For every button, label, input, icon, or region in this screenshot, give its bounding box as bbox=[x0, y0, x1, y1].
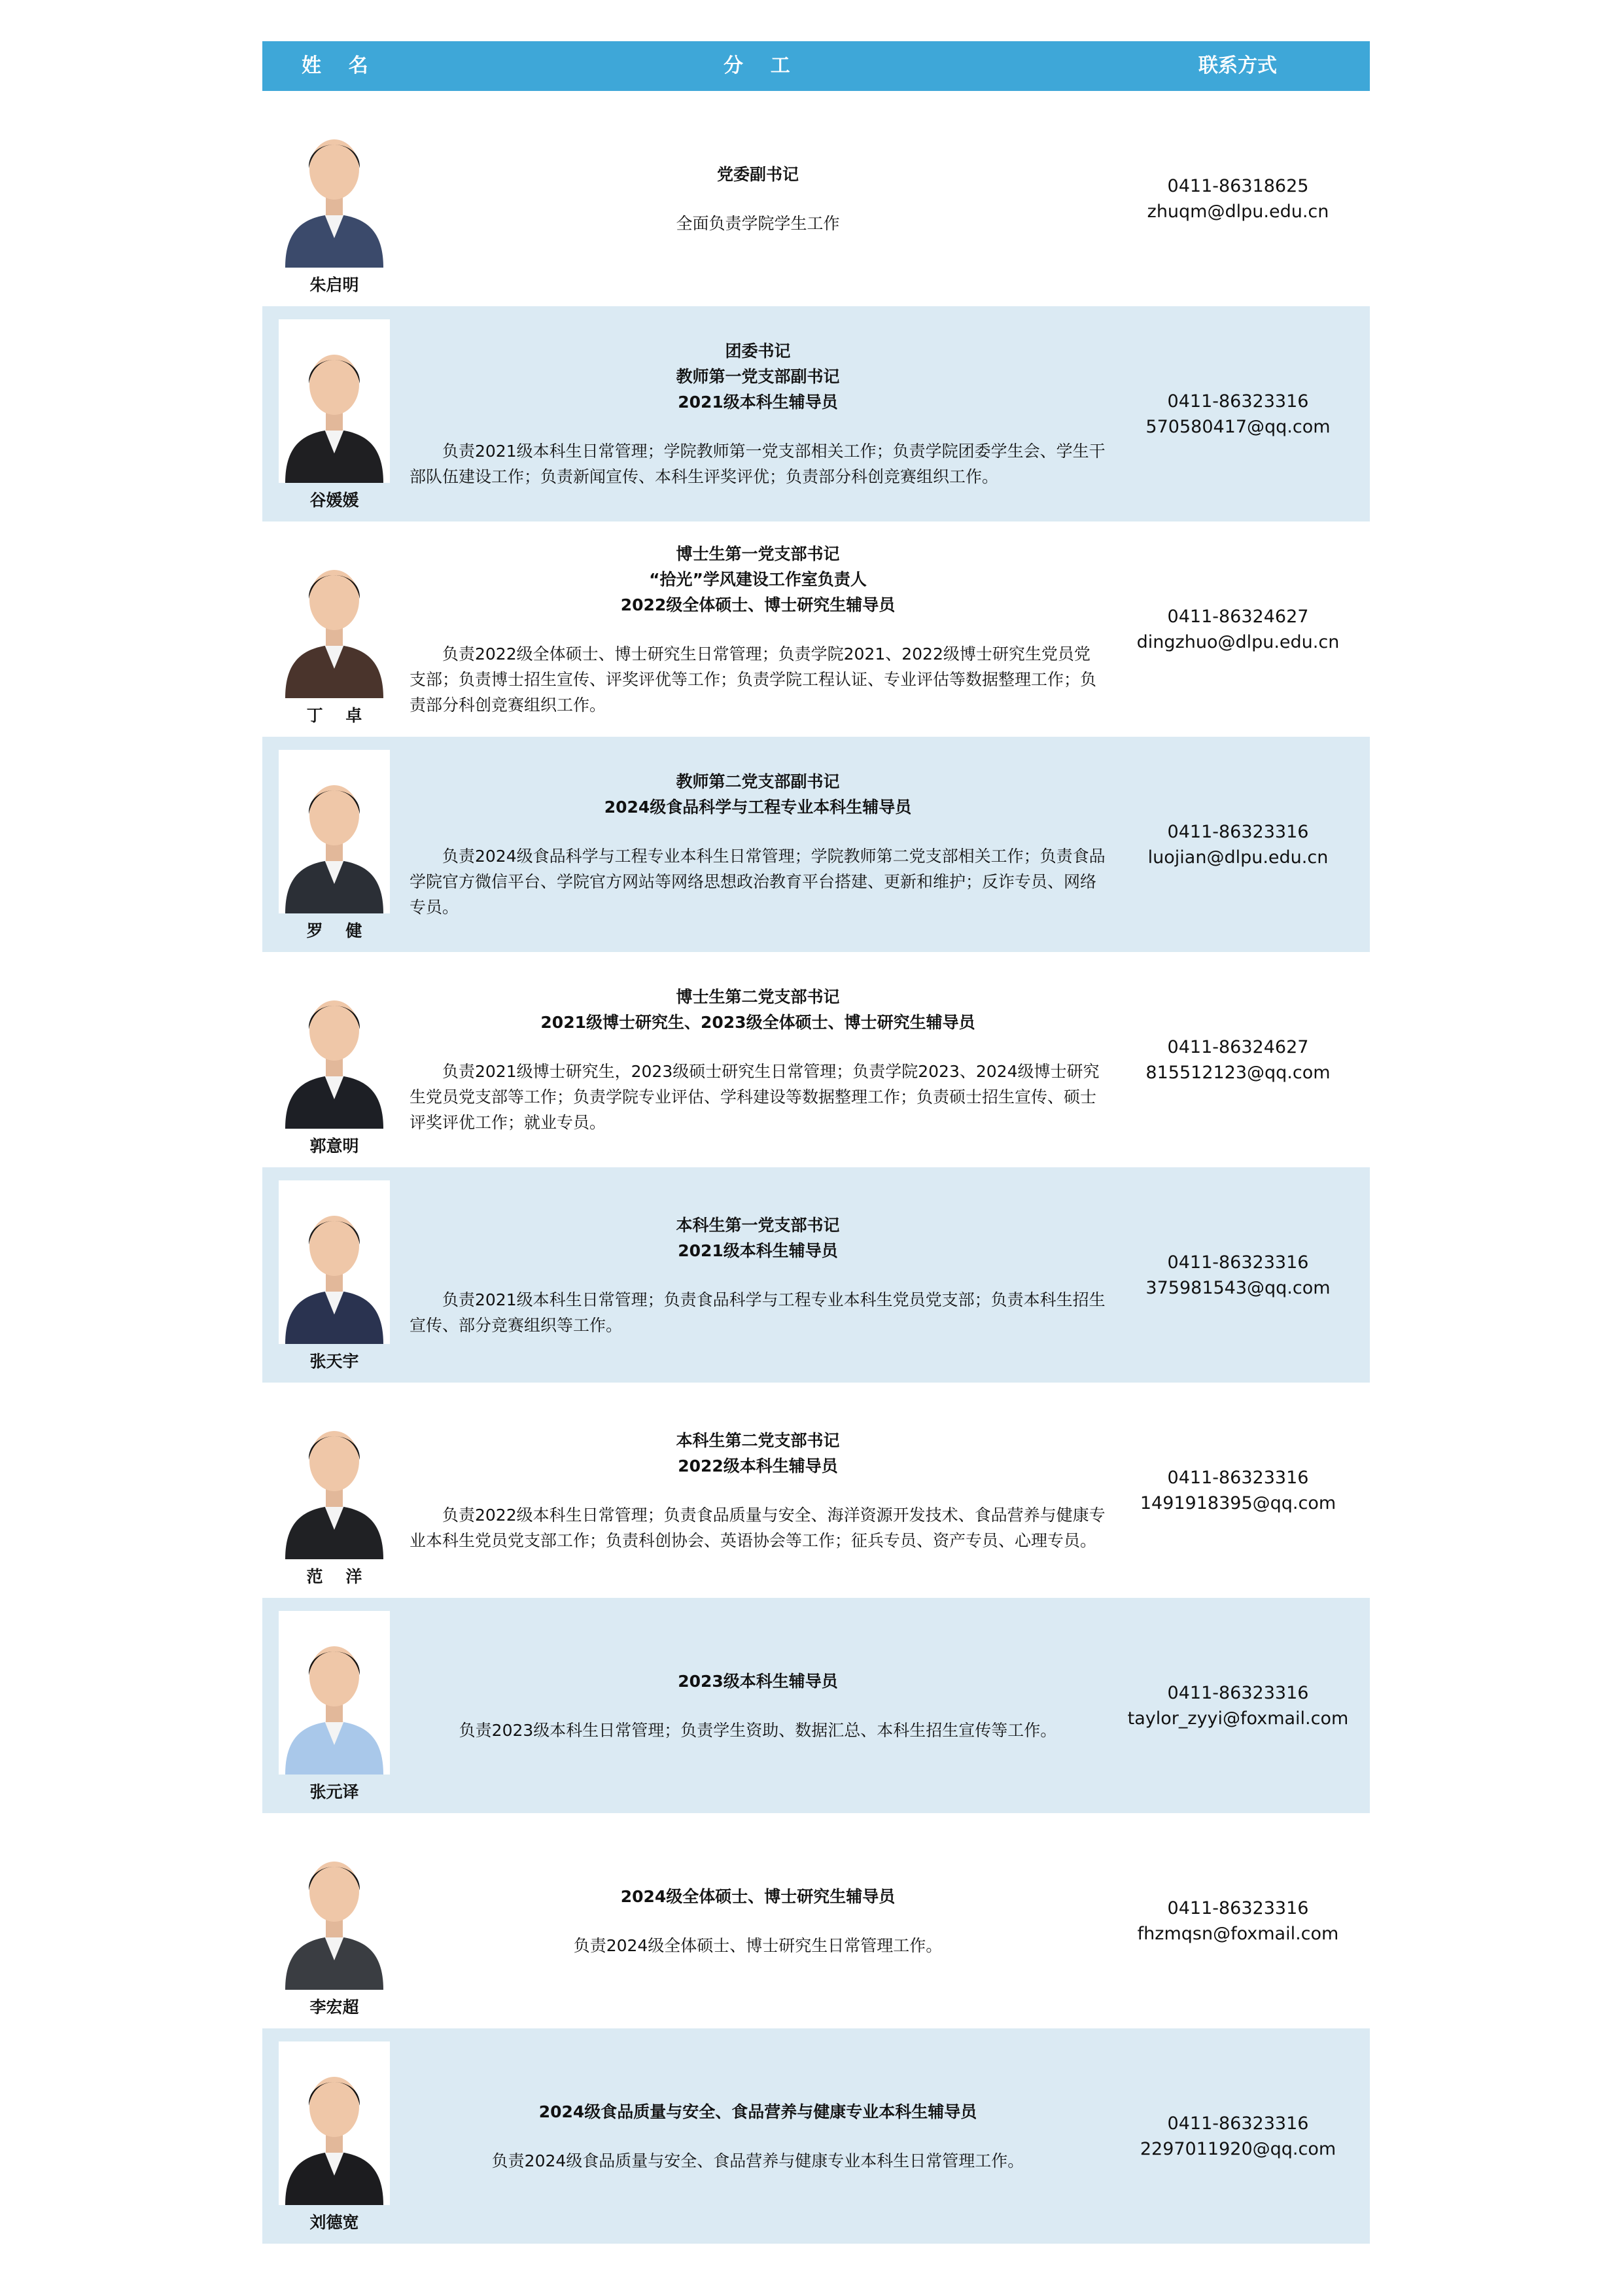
email-address: taylor_zyyi@foxmail.com bbox=[1127, 1708, 1349, 1729]
portrait-figure bbox=[279, 1180, 390, 1344]
header-contact: 联系方式 bbox=[1198, 54, 1277, 77]
phone-number: 0411-86323316 bbox=[1167, 391, 1309, 412]
role-title: 2024级食品科学与工程专业本科生辅导员 bbox=[604, 798, 912, 817]
table-body bbox=[262, 91, 1370, 2244]
portrait-figure bbox=[279, 750, 390, 913]
phone-number: 0411-86324627 bbox=[1167, 1036, 1309, 1057]
person-name: 李宏超 bbox=[309, 1998, 359, 2017]
role-title: 本科生第一党支部书记 bbox=[676, 1215, 840, 1235]
role-title: 教师第二党支部副书记 bbox=[676, 772, 840, 791]
duty-description: 负责2021级本科生日常管理；学院教师第一党支部相关工作；负责学院团委学生会、学生干部队伍建设工作；负责新闻宣传、本科生评奖评优；负责部分科创竞赛组织工作。 bbox=[410, 442, 1106, 486]
contact-cell bbox=[1106, 737, 1370, 952]
duty-cell bbox=[410, 306, 1106, 521]
duty-description: 负责2021级博士研究生，2023级硕士研究生日常管理；负责学院2023、2024级博士研究生党员党支部等工作；负责学院专业评估、学科建设等数据整理工作；负责硕士招生宣传、硕士评奖评优工作；就业专员。 bbox=[410, 1062, 1100, 1132]
email-address: zhuqm@dlpu.edu.cn bbox=[1147, 201, 1329, 222]
role-titles bbox=[410, 1884, 1106, 1909]
phone-number: 0411-86323316 bbox=[1167, 821, 1309, 842]
duty-cell bbox=[410, 737, 1106, 952]
person-name: 谷媛媛 bbox=[309, 491, 359, 510]
person-name: 朱启明 bbox=[309, 275, 359, 294]
role-titles bbox=[410, 338, 1106, 415]
table-row bbox=[262, 1598, 1370, 1813]
table-row bbox=[262, 1383, 1370, 1598]
portrait-photo bbox=[279, 965, 390, 1129]
portrait-figure bbox=[279, 104, 390, 268]
portrait-photo bbox=[279, 1611, 390, 1775]
role-title: 2024级全体硕士、博士研究生辅导员 bbox=[620, 1886, 896, 1906]
role-titles bbox=[410, 1212, 1106, 1263]
table-row bbox=[262, 91, 1370, 306]
duty-cell bbox=[410, 1167, 1106, 1383]
portrait-photo bbox=[279, 535, 390, 698]
phone-number: 0411-86323316 bbox=[1167, 1252, 1309, 1273]
header-duty: 分 工 bbox=[724, 54, 790, 77]
role-titles bbox=[410, 541, 1106, 618]
table-row bbox=[262, 1813, 1370, 2028]
duty-cell bbox=[410, 2028, 1106, 2244]
contact-cell bbox=[1106, 952, 1370, 1167]
portrait-figure bbox=[279, 965, 390, 1129]
person-name: 刘德宽 bbox=[309, 2213, 359, 2232]
duty-cell bbox=[410, 952, 1106, 1167]
duty-description: 负责2022级本科生日常管理；负责食品质量与安全、海洋资源开发技术、食品营养与健康专业本科生党员党支部工作；负责科创协会、英语协会等工作；征兵专员、资产专员、心理专员。 bbox=[410, 1505, 1106, 1550]
role-title: 博士生第一党支部书记 bbox=[676, 544, 840, 563]
duty-description: 全面负责学院学生工作 bbox=[676, 213, 840, 233]
role-titles bbox=[410, 2099, 1106, 2125]
portrait-figure bbox=[279, 1396, 390, 1559]
email-address: fhzmqsn@foxmail.com bbox=[1137, 1923, 1339, 1944]
table-row bbox=[262, 737, 1370, 952]
portrait-photo bbox=[279, 319, 390, 483]
duty-cell bbox=[410, 1383, 1106, 1598]
portrait-photo bbox=[279, 104, 390, 268]
role-titles bbox=[410, 162, 1106, 187]
phone-number: 0411-86318625 bbox=[1167, 175, 1309, 196]
duty-description: 负责2022级全体硕士、博士研究生日常管理；负责学院2021、2022级博士研究生党员党支部；负责博士招生宣传、评奖评优等工作；负责学院工程认证、专业评估等数据整理工作；负责部分科创竞赛组织工作。 bbox=[410, 644, 1097, 715]
duty-cell bbox=[410, 1598, 1106, 1813]
role-titles bbox=[410, 984, 1106, 1035]
portrait-photo bbox=[279, 750, 390, 913]
duty-description: 负责2023级本科生日常管理；负责学生资助、数据汇总、本科生招生宣传等工作。 bbox=[459, 1720, 1057, 1740]
phone-number: 0411-86323316 bbox=[1167, 1467, 1309, 1488]
role-title: 博士生第二党支部书记 bbox=[676, 987, 840, 1006]
portrait-photo bbox=[279, 1396, 390, 1559]
role-title: 党委副书记 bbox=[716, 164, 799, 184]
table-row bbox=[262, 1167, 1370, 1383]
phone-number: 0411-86324627 bbox=[1167, 606, 1309, 627]
contact-cell bbox=[1106, 306, 1370, 521]
role-title: 2021级博士研究生、2023级全体硕士、博士研究生辅导员 bbox=[540, 1013, 975, 1032]
contact-cell bbox=[1106, 1813, 1370, 2028]
role-titles bbox=[410, 1428, 1106, 1479]
staff-table bbox=[262, 41, 1370, 2244]
portrait-photo bbox=[279, 1180, 390, 1344]
role-title: 教师第一党支部副书记 bbox=[676, 367, 840, 386]
role-title: 2022级全体硕士、博士研究生辅导员 bbox=[620, 595, 896, 614]
role-title: 本科生第二党支部书记 bbox=[676, 1430, 840, 1450]
role-title: 2021级本科生辅导员 bbox=[678, 393, 838, 412]
person-name: 罗 健 bbox=[306, 921, 362, 940]
role-titles bbox=[410, 769, 1106, 820]
portrait-figure bbox=[279, 2041, 390, 2205]
role-title: 2024级食品质量与安全、食品营养与健康专业本科生辅导员 bbox=[538, 2102, 977, 2121]
person-name: 张天宇 bbox=[309, 1352, 359, 1371]
contact-cell bbox=[1106, 1167, 1370, 1383]
duty-cell bbox=[410, 91, 1106, 306]
contact-cell bbox=[1106, 1383, 1370, 1598]
portrait-figure bbox=[279, 535, 390, 698]
person-name: 郭意明 bbox=[309, 1137, 359, 1156]
role-title: 2022级本科生辅导员 bbox=[678, 1456, 838, 1475]
contact-cell bbox=[1106, 2028, 1370, 2244]
phone-number: 0411-86323316 bbox=[1167, 1682, 1309, 1703]
email-address: 1491918395@qq.com bbox=[1140, 1492, 1336, 1513]
table-row bbox=[262, 952, 1370, 1167]
portrait-figure bbox=[279, 319, 390, 483]
header-name: 姓 名 bbox=[302, 54, 368, 77]
role-title: 团委书记 bbox=[725, 342, 791, 361]
duty-cell bbox=[410, 1813, 1106, 2028]
table-row bbox=[262, 521, 1370, 737]
person-name: 范 洋 bbox=[306, 1567, 362, 1586]
table-header bbox=[262, 41, 1370, 91]
duty-cell bbox=[410, 521, 1106, 737]
duty-description: 负责2024级食品科学与工程专业本科生日常管理；学院教师第二党支部相关工作；负责食品学院官方微信平台、学院官方网站等网络思想政治教育平台搭建、更新和维护；反诈专员、网络专员。 bbox=[410, 847, 1106, 917]
role-title: “拾光”学风建设工作室负责人 bbox=[649, 569, 867, 589]
duty-description: 负责2021级本科生日常管理；负责食品科学与工程专业本科生党员党支部；负责本科生招生宣传、部分竞赛组织等工作。 bbox=[410, 1290, 1106, 1335]
email-address: luojian@dlpu.edu.cn bbox=[1147, 847, 1329, 868]
email-address: 815512123@qq.com bbox=[1145, 1062, 1331, 1083]
person-name: 张元译 bbox=[309, 1782, 359, 1801]
phone-number: 0411-86323316 bbox=[1167, 1898, 1309, 1918]
contact-cell bbox=[1106, 521, 1370, 737]
table-row bbox=[262, 306, 1370, 521]
portrait-photo bbox=[279, 2041, 390, 2205]
table-row bbox=[262, 2028, 1370, 2244]
email-address: dingzhuo@dlpu.edu.cn bbox=[1136, 631, 1340, 652]
duty-description: 负责2024级食品质量与安全、食品营养与健康专业本科生日常管理工作。 bbox=[491, 2151, 1024, 2170]
email-address: 375981543@qq.com bbox=[1145, 1277, 1331, 1298]
phone-number: 0411-86323316 bbox=[1167, 2113, 1309, 2134]
email-address: 570580417@qq.com bbox=[1145, 416, 1331, 437]
role-title: 2021级本科生辅导员 bbox=[678, 1241, 838, 1260]
email-address: 2297011920@qq.com bbox=[1140, 2138, 1336, 2159]
portrait-figure bbox=[279, 1611, 390, 1775]
duty-description: 负责2024级全体硕士、博士研究生日常管理工作。 bbox=[573, 1935, 943, 1955]
contact-cell bbox=[1106, 91, 1370, 306]
role-title: 2023级本科生辅导员 bbox=[678, 1671, 838, 1691]
person-name: 丁 卓 bbox=[306, 706, 362, 725]
contact-cell bbox=[1106, 1598, 1370, 1813]
portrait-photo bbox=[279, 1826, 390, 1990]
portrait-figure bbox=[279, 1826, 390, 1990]
role-titles bbox=[410, 1669, 1106, 1694]
